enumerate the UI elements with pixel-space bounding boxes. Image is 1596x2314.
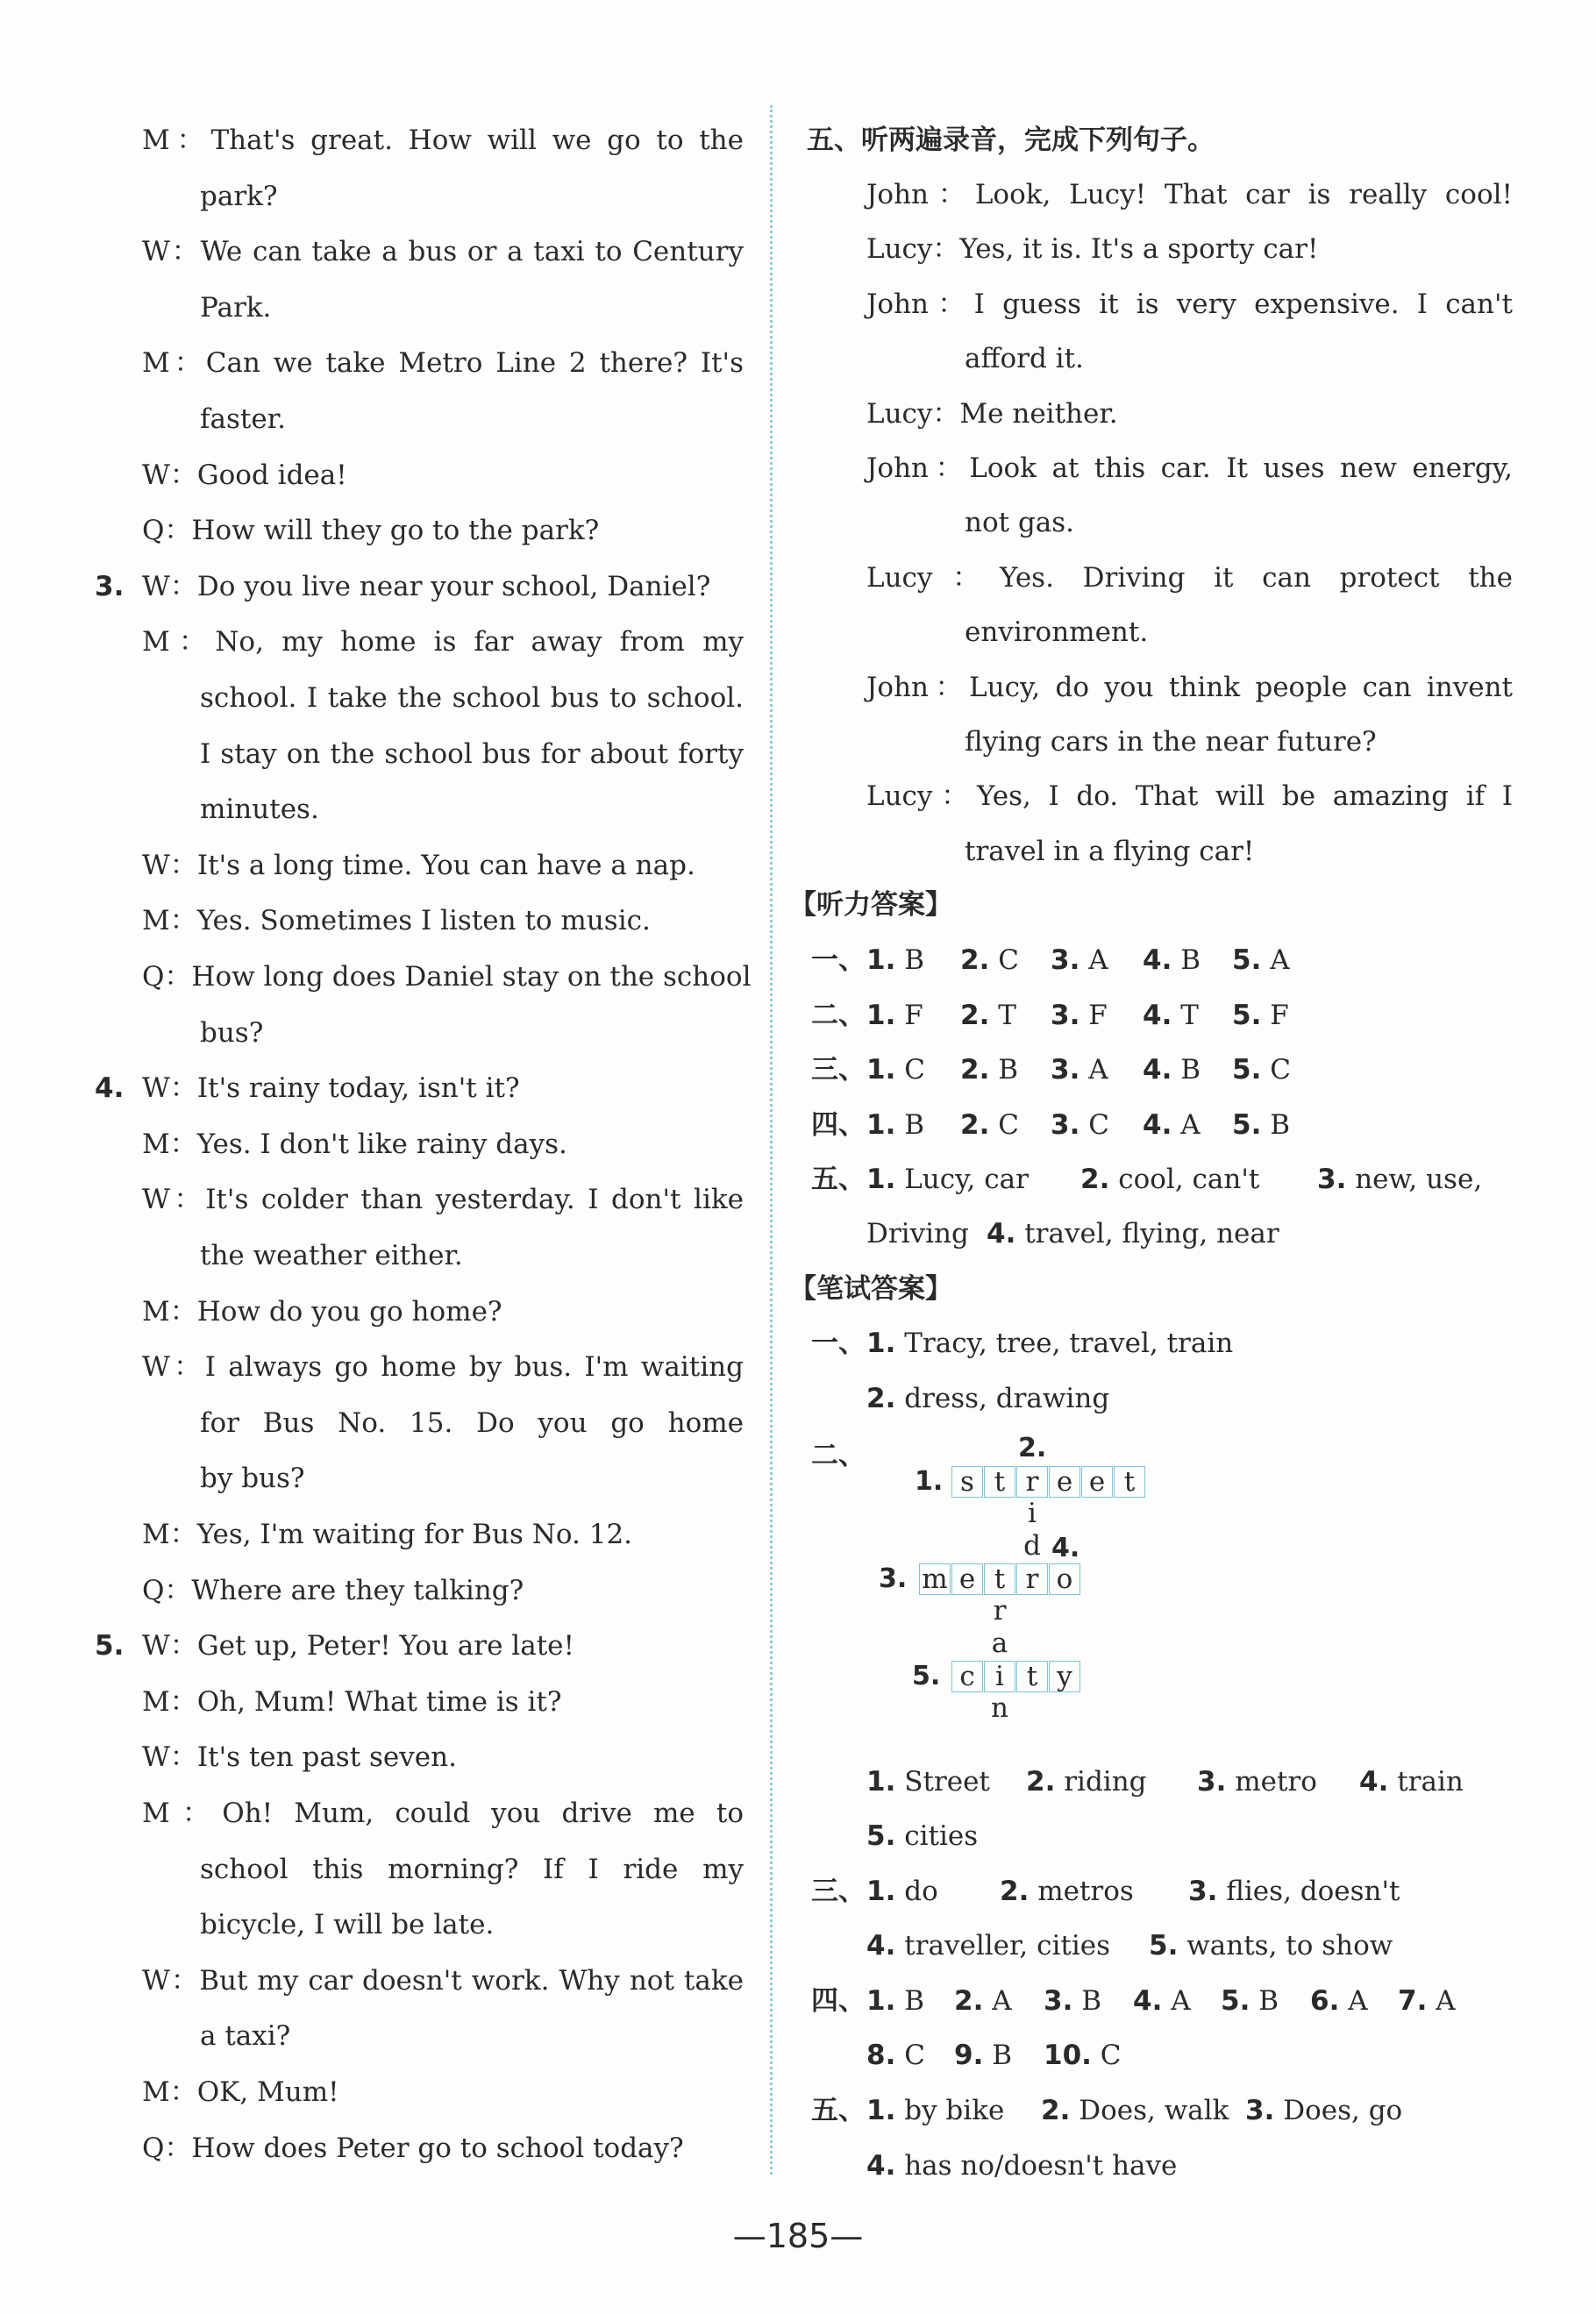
answer-text: A <box>1270 944 1290 976</box>
dialog-line: Park. <box>200 291 272 324</box>
dialog-line: park? <box>200 180 278 212</box>
answer-number: 9. <box>954 2040 984 2071</box>
crossword-cell: d <box>1023 1530 1041 1562</box>
answer-item <box>960 998 1016 1033</box>
answer-number: 10. <box>1044 2040 1092 2071</box>
answer-item <box>866 1874 938 1909</box>
answer-number: 2. <box>960 1054 990 1086</box>
dialog-line: bicycle, I will be late. <box>200 1909 495 1941</box>
dialog-line: W：We can take a bus or a taxi to Century <box>142 236 744 268</box>
answer-item <box>987 1216 1279 1251</box>
dialog-line: John：Lucy, do you think people can invent <box>866 671 1513 703</box>
dialog-line: M：Can we take Metro Line 2 there? It's <box>142 347 744 380</box>
answer-number: 5. <box>866 1820 896 1852</box>
answer-text: C <box>1270 1054 1291 1086</box>
answer-number: 1. <box>866 1985 896 2017</box>
section-label: 五、 <box>811 1164 866 1195</box>
answer-text: traveller, cities <box>904 1930 1111 1962</box>
dialog-line: W：It's colder than yesterday. I don't like <box>142 1184 744 1216</box>
answer-item <box>954 2038 1012 2073</box>
answer-number: 4. <box>1133 1985 1163 2017</box>
answer-text: Does, go <box>1283 2095 1403 2126</box>
dialog-line: Q：Where are they talking? <box>142 1574 524 1606</box>
answer-text: Lucy, car <box>904 1164 1029 1195</box>
answer-item <box>866 2038 925 2073</box>
answer-number: 2. <box>960 1108 990 1141</box>
dialog-line: I stay on the school bus for about forty <box>200 737 744 770</box>
crossword-cell: n <box>991 1692 1008 1724</box>
crossword-cell: o <box>1049 1563 1080 1595</box>
answer-text: metro <box>1235 1766 1317 1798</box>
answer-number: 2. <box>1000 1876 1030 1907</box>
answer-item <box>866 1764 990 1799</box>
answer-number: 4. <box>1143 1108 1172 1141</box>
answer-number: 4. <box>866 2150 896 2182</box>
answer-item <box>1051 1052 1108 1087</box>
answer-number: 5. <box>1232 999 1262 1031</box>
section-label: 二、 <box>811 999 866 1031</box>
answer-number: 5. <box>1232 944 1262 976</box>
answer-number: 1. <box>866 1108 896 1141</box>
answer-text: F <box>1088 999 1108 1031</box>
answer-item <box>1232 1107 1290 1143</box>
dialog-line: school this morning? If I ride my <box>200 1853 744 1885</box>
answer-number: 4. <box>987 1218 1016 1250</box>
dialog-line: environment. <box>965 616 1149 649</box>
answer-number: 3. <box>1051 999 1080 1031</box>
answer-text: metros <box>1037 1876 1134 1907</box>
dialog-line: W：I always go home by bus. I'm waiting <box>142 1351 744 1384</box>
dialog-line: for Bus No. 15. Do you go home <box>200 1406 744 1439</box>
dialog-line: W：It's rainy today, isn't it? <box>142 1072 520 1105</box>
dialog-line: W：It's ten past seven. <box>142 1741 457 1774</box>
answer-number: 8. <box>866 2040 896 2071</box>
crossword-cell: y <box>1049 1661 1080 1692</box>
dialog-line: John：Look at this car. It uses new energy, <box>866 452 1513 484</box>
answer-number: 3. <box>1051 944 1080 976</box>
answer-item <box>960 1107 1019 1143</box>
answer-item <box>1143 1052 1201 1087</box>
answer-text: B <box>1270 1108 1290 1141</box>
dialog-line: John：I guess it is very expensive. I can't <box>866 288 1513 320</box>
answer-text: dress, drawing <box>904 1383 1110 1414</box>
dialog-line: W：Get up, Peter! You are late! <box>142 1630 574 1663</box>
crossword-cell: i <box>984 1661 1015 1692</box>
answer-item <box>1197 1764 1317 1799</box>
section-label: 一、 <box>811 944 866 976</box>
dialog-line: Lucy：Yes, it is. It's a sporty car! <box>866 233 1319 266</box>
crossword-cell: e <box>1049 1466 1080 1498</box>
answer-item <box>866 1326 1233 1361</box>
answer-text: B <box>1081 1985 1101 2017</box>
answer-text: B <box>904 944 924 976</box>
answer-text: wants, to show <box>1186 1930 1393 1962</box>
answer-item <box>1051 998 1108 1033</box>
section-label: 二、 <box>811 1440 866 1471</box>
answer-text: new, use, <box>1355 1164 1483 1195</box>
answer-text: C <box>904 1054 925 1086</box>
answer-text: A <box>1348 1985 1368 2017</box>
answer-number: 2. <box>954 1985 984 2017</box>
crossword-number: 5. <box>912 1661 941 1691</box>
dialog-line: M：OK, Mum! <box>142 2076 339 2108</box>
answer-text: C <box>1088 1108 1109 1141</box>
answer-text: C <box>998 944 1019 976</box>
answer-number: 1. <box>866 1164 896 1195</box>
answer-number: 7. <box>1398 1985 1428 2017</box>
answer-number: 2. <box>960 944 990 976</box>
dialog-line: M：That's great. How will we go to the <box>142 125 744 156</box>
answer-item <box>1149 1928 1393 1963</box>
question-number: 4. <box>95 1072 125 1105</box>
crossword-cell: t <box>984 1466 1015 1498</box>
answer-item <box>960 1052 1018 1087</box>
answer-text: cool, can't <box>1118 1164 1260 1195</box>
answer-number: 2. <box>1026 1766 1056 1798</box>
answer-item <box>866 998 923 1033</box>
answer-text: Does, walk <box>1079 2095 1229 2126</box>
dialog-line: Q：How does Peter go to school today? <box>142 2132 684 2164</box>
dialog-line: W：Good idea! <box>142 459 347 491</box>
answer-item <box>954 1983 1012 2019</box>
crossword-cell: t <box>1016 1661 1048 1692</box>
answer-number: 1. <box>866 1876 896 1907</box>
answer-text: B <box>904 1985 924 2017</box>
dialog-line: W：But my car doesn't work. Why not take <box>142 1964 744 1997</box>
answer-text: A <box>1180 1108 1201 1141</box>
answer-text: A <box>992 1985 1012 2017</box>
answer-number: 4. <box>1143 1054 1172 1086</box>
answer-number: 3. <box>1317 1164 1347 1195</box>
dialog-line: Lucy：Yes, I do. That will be amazing if I <box>866 780 1513 813</box>
answer-text: T <box>998 999 1016 1031</box>
answer-number: 4. <box>866 1930 896 1962</box>
page-number: —185— <box>732 2217 864 2255</box>
crossword-number: 2. <box>1018 1433 1047 1463</box>
answer-item <box>1143 1107 1201 1143</box>
answer-text: do <box>904 1876 938 1907</box>
dialog-line: M：How do you go home? <box>142 1295 502 1328</box>
answer-number: 2. <box>1080 1164 1110 1195</box>
answer-item <box>866 1162 1029 1197</box>
answer-number: 3. <box>1051 1054 1080 1086</box>
section-label: 三、 <box>811 1054 866 1086</box>
answer-item <box>1359 1764 1464 1799</box>
answer-number: 3. <box>1188 1876 1218 1907</box>
dialog-line: Lucy：Me neither. <box>866 397 1118 430</box>
dialog-line: John：Look, Lucy! That car is really cool! <box>866 179 1513 210</box>
listening-answers-header: 【听力答案】 <box>789 889 952 921</box>
section-label: 一、 <box>811 1328 866 1359</box>
answer-text: B <box>1258 1985 1279 2017</box>
answer-number: 5. <box>1232 1054 1262 1086</box>
answer-number: 5. <box>1221 1985 1250 2017</box>
dialog-line: M：No, my home is far away from my <box>142 626 744 659</box>
crossword-cell: m <box>919 1563 951 1595</box>
answer-text: C <box>1100 2040 1122 2071</box>
answer-number: 1. <box>866 1054 896 1086</box>
answer-text: A <box>1088 944 1108 976</box>
answer-item <box>1232 1052 1291 1087</box>
crossword-number: 3. <box>879 1563 908 1594</box>
crossword-cell: e <box>951 1563 983 1595</box>
written-answers-header: 【笔试答案】 <box>789 1273 952 1305</box>
answer-text: F <box>904 999 923 1031</box>
dialog-line: M：Oh! Mum, could you drive me to <box>142 1798 744 1829</box>
crossword-cell: i <box>1028 1498 1037 1529</box>
section-label: 三、 <box>811 1876 866 1907</box>
answer-number: 2. <box>960 999 990 1031</box>
crossword-cell: s <box>951 1466 983 1498</box>
answer-text: B <box>1180 944 1201 976</box>
answer-text: A <box>1171 1985 1191 2017</box>
dialog-line: W：Do you live near your school, Daniel? <box>142 570 711 602</box>
dialog-line: flying cars in the near future? <box>965 726 1377 758</box>
answer-number: 5. <box>1232 1108 1262 1141</box>
answer-item <box>1143 943 1201 978</box>
answer-number: 4. <box>1143 944 1172 976</box>
dialog-line: minutes. <box>200 794 319 826</box>
answer-text: A <box>1436 1985 1456 2017</box>
dialog-line: W：It's a long time. You can have a nap. <box>142 849 695 881</box>
answer-item <box>1310 1983 1368 2019</box>
dialog-line: M：Oh, Mum! What time is it? <box>142 1685 562 1718</box>
dialog-line: faster. <box>200 403 286 435</box>
dialog-line: school. I take the school bus to school. <box>200 682 744 714</box>
answer-item <box>866 1107 924 1143</box>
answer-item <box>866 1928 1110 1963</box>
crossword-cell: r <box>993 1595 1007 1627</box>
answer-number: 4. <box>1143 999 1172 1031</box>
dialog-line: Lucy：Yes. Driving it can protect the <box>866 561 1513 594</box>
question-number: 3. <box>95 570 125 602</box>
dialog-line: the weather either. <box>200 1240 463 1271</box>
answer-item <box>1051 943 1108 978</box>
answer-item <box>866 2148 1177 2183</box>
answer-item <box>1232 998 1289 1033</box>
answer-text: riding <box>1064 1766 1147 1798</box>
answer-item <box>1143 998 1199 1033</box>
answer-number: 4. <box>1359 1766 1389 1798</box>
answer-item <box>1026 1764 1147 1799</box>
dialog-line: Q：How will they go to the park? <box>142 515 600 547</box>
crossword-number: 1. <box>915 1466 944 1497</box>
answer-item <box>866 2093 1004 2128</box>
answer-number: 1. <box>866 1328 896 1359</box>
answer-text: B <box>904 1108 924 1141</box>
answer-text: travel, flying, near <box>1024 1218 1279 1250</box>
answer-item <box>866 1983 924 2019</box>
answer-number: 3. <box>1044 1985 1073 2017</box>
crossword-puzzle <box>879 1433 1162 1745</box>
dialog-line: M：Yes. I don't like rainy days. <box>142 1128 567 1160</box>
answer-item <box>1041 2093 1229 2128</box>
answer-text: B <box>992 2040 1012 2071</box>
dialog-line: M：Yes, I'm waiting for Bus No. 12. <box>142 1519 633 1550</box>
answer-item <box>960 943 1019 978</box>
answer-item <box>1051 1107 1109 1143</box>
dialog-line: travel in a flying car! <box>965 835 1255 867</box>
crossword-cell: a <box>991 1627 1008 1659</box>
answer-item <box>1317 1162 1482 1197</box>
answer-text: flies, doesn't <box>1226 1876 1400 1907</box>
answer-item <box>866 1381 1109 1416</box>
section-label: 五、 <box>811 2095 866 2126</box>
column-divider <box>770 105 773 2175</box>
dialog-line: by bus? <box>200 1463 305 1495</box>
dialog-line: M：Yes. Sometimes I listen to music. <box>142 905 651 937</box>
answer-text: Street <box>904 1766 990 1798</box>
question-number: 5. <box>95 1630 125 1663</box>
answer-number: 2. <box>866 1383 896 1414</box>
answer-number: 1. <box>866 999 896 1031</box>
dialog-line: a taxi? <box>200 2020 291 2053</box>
answer-text: B <box>998 1054 1018 1086</box>
answer-item <box>866 1819 978 1854</box>
section-label: 四、 <box>811 1108 866 1141</box>
answer-number: 1. <box>866 2095 896 2126</box>
dialog-line: not gas. <box>965 507 1075 539</box>
answer-number: 2. <box>1041 2095 1071 2126</box>
answer-text: F <box>1270 999 1289 1031</box>
answer-text: by bike <box>904 2095 1005 2126</box>
dialog-line: Q：How long does Daniel stay on the school <box>142 961 752 993</box>
answer-item <box>1221 1983 1279 2019</box>
crossword-cell: t <box>984 1563 1015 1595</box>
answer-item <box>1000 1874 1134 1909</box>
answer-item <box>1080 1162 1259 1197</box>
answer-text: T <box>1180 999 1199 1031</box>
answer-number: 3. <box>1051 1108 1080 1141</box>
answer-item <box>1133 1983 1191 2019</box>
answer-item <box>1188 1874 1400 1909</box>
answer-text: has no/doesn't have <box>904 2150 1178 2182</box>
dialog-line: bus? <box>200 1016 264 1049</box>
crossword-cell: r <box>1016 1563 1048 1595</box>
answer-item <box>1044 1983 1101 2019</box>
answer-item <box>866 943 924 978</box>
answer-number: 1. <box>866 944 896 976</box>
answer-item <box>1245 2093 1402 2128</box>
answer-number: 3. <box>1197 1766 1227 1798</box>
answer-item <box>1232 943 1290 978</box>
answer-text: Driving <box>866 1218 969 1250</box>
answer-item <box>1398 1983 1456 2019</box>
crossword-number: 4. <box>1051 1533 1080 1563</box>
crossword-cell: r <box>1016 1466 1048 1498</box>
answer-text: C <box>998 1108 1019 1141</box>
answer-text: A <box>1088 1054 1108 1086</box>
answer-text: cities <box>904 1820 979 1852</box>
dialog-line: afford it. <box>965 343 1084 375</box>
answer-text: train <box>1397 1766 1464 1798</box>
crossword-cell: c <box>951 1661 983 1692</box>
crossword-cell: e <box>1081 1466 1113 1498</box>
answer-number: 5. <box>1149 1930 1179 1962</box>
answer-item <box>1044 2038 1122 2073</box>
crossword-cell: t <box>1114 1466 1145 1498</box>
section-5-title: 五、听两遍录音，完成下列句子。 <box>807 125 1215 156</box>
answer-text: C <box>904 2040 925 2071</box>
answer-item <box>866 1052 925 1087</box>
answer-number: 1. <box>866 1766 896 1798</box>
answer-number: 3. <box>1245 2095 1275 2126</box>
answer-text: B <box>1180 1054 1201 1086</box>
section-label: 四、 <box>811 1985 866 2017</box>
answer-text: Tracy, tree, travel, train <box>904 1328 1234 1359</box>
answer-number: 6. <box>1310 1985 1340 2017</box>
